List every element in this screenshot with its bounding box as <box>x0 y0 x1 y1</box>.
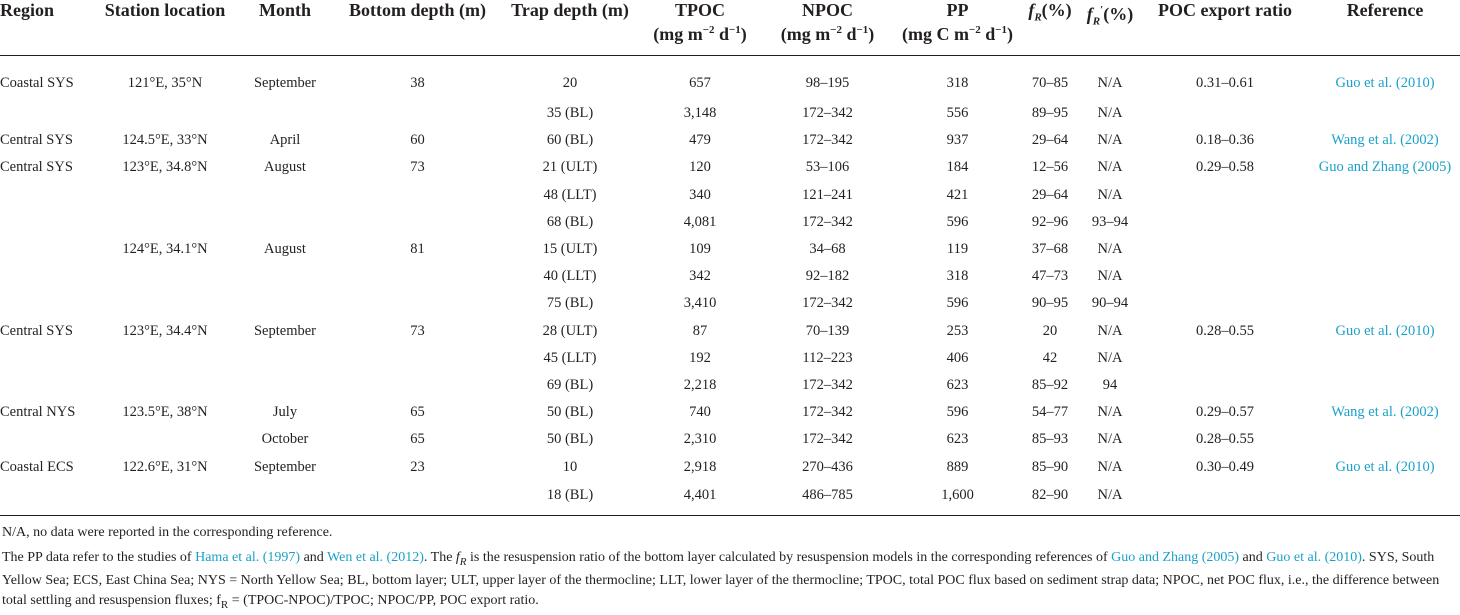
cell-npoc: 172–342 <box>802 431 853 448</box>
cell-npoc: 70–139 <box>805 322 850 339</box>
cell-fr-prime: N/A <box>1097 487 1123 504</box>
cell-bottom-depth: 38 <box>410 74 425 91</box>
cell-fr-prime: 93–94 <box>1091 213 1129 230</box>
cell-region: Coastal ECS <box>0 458 74 475</box>
cell-npoc: 121–241 <box>802 186 853 203</box>
cell-pp: 318 <box>946 74 969 91</box>
table-row <box>0 318 1460 345</box>
cell-station <box>95 481 235 516</box>
cell-station: 123.5°E, 38°N <box>122 404 208 421</box>
cell-export-ratio: 0.29–0.58 <box>1196 159 1254 176</box>
cell-month: September <box>253 74 316 91</box>
cell-tpoc: 87 <box>692 322 708 339</box>
cell-trap-depth: 35 (BL) <box>546 105 594 122</box>
cell-tpoc: 2,310 <box>683 431 717 448</box>
cell-reference <box>1310 100 1460 127</box>
cell-bottom-depth <box>335 481 500 516</box>
cell-npoc: 34–68 <box>809 241 846 258</box>
cell-fr-prime: N/A <box>1097 349 1123 366</box>
cell-region: Central NYS <box>0 404 76 421</box>
cell-month <box>235 209 335 236</box>
table-row <box>0 426 1460 453</box>
footnote-na: N/A, no data were reported in the corresponding reference. <box>2 524 333 540</box>
ref-link-hama[interactable]: Hama et al. (1997) <box>195 549 301 565</box>
cell-region <box>0 481 95 516</box>
cell-bottom-depth <box>335 290 500 317</box>
cell-fr-prime: 94 <box>1102 376 1118 393</box>
cell-region: Central SYS <box>0 159 73 176</box>
table-row <box>0 345 1460 372</box>
cell-fr-prime: 90–94 <box>1091 295 1129 312</box>
cell-reference[interactable]: Wang et al. (2002) <box>1331 132 1439 149</box>
cell-npoc: 172–342 <box>802 105 853 122</box>
cell-fr-prime: N/A <box>1097 74 1123 91</box>
table-row <box>0 182 1460 209</box>
cell-station: 121°E, 35°N <box>127 74 203 91</box>
cell-month <box>235 182 335 209</box>
cell-npoc: 172–342 <box>802 404 853 421</box>
cell-bottom-depth: 23 <box>410 458 425 475</box>
cell-npoc: 172–342 <box>802 295 853 312</box>
cell-tpoc: 2,218 <box>683 376 717 393</box>
cell-bottom-depth: 81 <box>410 241 425 258</box>
cell-station <box>95 426 235 453</box>
cell-trap-depth: 48 (LLT) <box>543 186 597 203</box>
cell-bottom-depth <box>335 345 500 372</box>
cell-fr: 42 <box>1042 349 1058 366</box>
cell-fr-prime: N/A <box>1097 268 1123 285</box>
cell-station: 123°E, 34.8°N <box>122 159 208 176</box>
cell-month: August <box>264 159 306 176</box>
cell-reference <box>1310 236 1460 263</box>
cell-reference <box>1310 372 1460 399</box>
cell-export-ratio <box>1140 209 1310 236</box>
cell-station <box>95 290 235 317</box>
cell-fr: 47–73 <box>1031 268 1069 285</box>
cell-region <box>0 345 95 372</box>
cell-pp: 596 <box>946 213 969 230</box>
cell-pp: 421 <box>946 186 969 203</box>
cell-region <box>0 426 95 453</box>
cell-station <box>95 345 235 372</box>
col-header-station: Station location <box>104 0 226 20</box>
cell-region: Central SYS <box>0 322 73 339</box>
cell-reference <box>1310 182 1460 209</box>
cell-month: October <box>261 431 309 448</box>
cell-station <box>95 182 235 209</box>
cell-bottom-depth: 73 <box>410 159 425 176</box>
col-header-trap-depth: Trap depth (m) <box>511 0 629 20</box>
table-row <box>0 209 1460 236</box>
cell-export-ratio: 0.28–0.55 <box>1196 322 1254 339</box>
cell-region <box>0 100 95 127</box>
table-row <box>0 481 1460 516</box>
cell-trap-depth: 60 (BL) <box>546 132 594 149</box>
cell-export-ratio <box>1140 372 1310 399</box>
cell-npoc: 172–342 <box>802 213 853 230</box>
cell-trap-depth: 20 <box>562 74 578 91</box>
cell-pp: 596 <box>946 404 969 421</box>
cell-tpoc: 4,401 <box>683 487 717 504</box>
cell-npoc: 98–195 <box>805 74 850 91</box>
cell-export-ratio: 0.30–0.49 <box>1196 458 1254 475</box>
header-row <box>0 0 1460 56</box>
cell-tpoc: 740 <box>689 404 711 421</box>
cell-tpoc: 3,148 <box>683 105 717 122</box>
cell-station <box>95 100 235 127</box>
cell-tpoc: 192 <box>689 349 711 366</box>
cell-npoc: 172–342 <box>802 132 853 149</box>
col-header-export-ratio: POC export ratio <box>1158 0 1292 20</box>
cell-station <box>95 209 235 236</box>
col-header-bottom-depth: Bottom depth (m) <box>349 0 486 20</box>
cell-reference <box>1310 426 1460 453</box>
cell-trap-depth: 69 (BL) <box>546 376 594 393</box>
cell-pp: 1,600 <box>941 487 974 504</box>
cell-bottom-depth: 65 <box>410 404 425 421</box>
cell-month: September <box>253 458 316 475</box>
col-header-fr: $f_R(\%)$ <box>1028 0 1072 24</box>
cell-tpoc: 2,918 <box>683 458 717 475</box>
cell-npoc: 92–182 <box>805 268 850 285</box>
cell-reference <box>1310 481 1460 516</box>
cell-export-ratio <box>1140 236 1310 263</box>
cell-reference <box>1310 209 1460 236</box>
cell-station: 124°E, 34.1°N <box>122 241 208 258</box>
cell-pp: 623 <box>946 376 969 393</box>
cell-bottom-depth <box>335 182 500 209</box>
cell-pp: 556 <box>946 105 969 122</box>
ref-link-guo[interactable]: Guo et al. (2010) <box>1266 549 1362 565</box>
cell-fr: 12–56 <box>1031 159 1069 176</box>
cell-tpoc: 109 <box>689 241 711 258</box>
cell-trap-depth: 15 (ULT) <box>542 241 598 258</box>
cell-fr: 85–92 <box>1031 376 1069 393</box>
cell-month <box>235 290 335 317</box>
cell-bottom-depth <box>335 372 500 399</box>
ref-link-guo-zhang[interactable]: Guo and Zhang (2005) <box>1111 549 1240 565</box>
cell-reference[interactable]: Wang et al. (2002) <box>1331 404 1439 421</box>
cell-tpoc: 120 <box>689 159 711 176</box>
cell-reference <box>1310 290 1460 317</box>
cell-fr: 90–95 <box>1031 295 1069 312</box>
cell-fr: 70–85 <box>1031 74 1069 91</box>
cell-region <box>0 209 95 236</box>
cell-export-ratio <box>1140 290 1310 317</box>
cell-fr-prime: N/A <box>1097 241 1123 258</box>
cell-fr: 20 <box>1042 322 1058 339</box>
cell-month <box>235 481 335 516</box>
col-header-fr-prime: $f_R'(\%)$ <box>1086 4 1134 28</box>
cell-trap-depth: 18 (BL) <box>546 487 594 504</box>
cell-reference[interactable]: Guo et al. (2010) <box>1335 74 1435 91</box>
cell-fr-prime: N/A <box>1097 159 1123 176</box>
table-row <box>0 453 1460 480</box>
cell-month: September <box>253 322 316 339</box>
cell-bottom-depth <box>335 209 500 236</box>
cell-month <box>235 345 335 372</box>
cell-fr-prime: N/A <box>1097 458 1123 475</box>
cell-trap-depth: 50 (BL) <box>546 431 594 448</box>
cell-reference <box>1310 263 1460 290</box>
table-row <box>0 399 1460 426</box>
cell-station: 122.6°E, 31°N <box>122 458 208 475</box>
cell-pp: 119 <box>946 241 969 258</box>
cell-fr: 29–64 <box>1031 132 1069 149</box>
cell-fr-prime: N/A <box>1097 186 1123 203</box>
cell-region <box>0 372 95 399</box>
cell-month <box>235 100 335 127</box>
col-header-pp: PP (mg C $m^{-2}$ $d^{-1}$) <box>901 0 1014 44</box>
cell-export-ratio: 0.18–0.36 <box>1196 132 1254 149</box>
cell-fr: 89–95 <box>1031 105 1069 122</box>
cell-tpoc: 4,081 <box>683 213 717 230</box>
cell-npoc: 53–106 <box>805 159 850 176</box>
cell-tpoc: 340 <box>689 186 711 203</box>
table-row <box>0 56 1460 101</box>
cell-fr: 29–64 <box>1031 186 1069 203</box>
cell-pp: 253 <box>946 322 969 339</box>
cell-fr-prime: N/A <box>1097 105 1123 122</box>
cell-export-ratio <box>1140 481 1310 516</box>
cell-pp: 623 <box>946 431 969 448</box>
cell-month: April <box>269 132 301 149</box>
cell-region: Central SYS <box>0 132 73 149</box>
cell-fr-prime: N/A <box>1097 322 1123 339</box>
cell-export-ratio <box>1140 100 1310 127</box>
cell-reference <box>1310 345 1460 372</box>
cell-pp: 596 <box>946 295 969 312</box>
cell-fr: 92–96 <box>1031 213 1069 230</box>
cell-trap-depth: 68 (BL) <box>546 213 594 230</box>
cell-month <box>235 372 335 399</box>
cell-fr: 54–77 <box>1031 404 1069 421</box>
cell-trap-depth: 21 (ULT) <box>542 159 598 176</box>
cell-reference[interactable]: Guo et al. (2010) <box>1335 458 1435 475</box>
table-row <box>0 127 1460 154</box>
cell-pp: 937 <box>946 132 969 149</box>
footnote-definitions: The PP data refer to the studies of Hama et al. (1997) and Wen et al. (2012). The $f_R$ is the resuspension ratio of the bottom layer calculated by resuspension models in the corresponding references of Guo and Zhang (2005) and Guo et al. (2010). SYS, South Yellow Sea; ECS, East China Sea; NYS = North Yellow Sea; BL, bottom layer; ULT, upper layer of the thermocline; LLT, lower layer of the thermocline; TPOC, total POC flux based on sediment strap data; NPOC, net POC flux, i.e., the difference between total settling and resuspension fluxes; $f_R$ = (TPOC-NPOC)/TPOC; NPOC/PP, POC export ratio. <box>2 549 1440 612</box>
table-footnotes <box>0 523 1460 615</box>
cell-fr: 85–90 <box>1031 458 1069 475</box>
cell-reference[interactable]: Guo et al. (2010) <box>1335 322 1435 339</box>
cell-trap-depth: 45 (LLT) <box>543 349 597 366</box>
cell-bottom-depth <box>335 263 500 290</box>
cell-trap-depth: 50 (BL) <box>546 404 594 421</box>
cell-station: 123°E, 34.4°N <box>122 322 208 339</box>
cell-region <box>0 236 95 263</box>
cell-fr: 82–90 <box>1031 487 1069 504</box>
table-row <box>0 263 1460 290</box>
cell-pp: 184 <box>946 159 969 176</box>
cell-trap-depth: 40 (LLT) <box>543 268 597 285</box>
cell-bottom-depth: 65 <box>410 431 425 448</box>
cell-pp: 406 <box>946 349 969 366</box>
table-row <box>0 372 1460 399</box>
cell-npoc: 270–436 <box>802 458 853 475</box>
cell-fr-prime: N/A <box>1097 404 1123 421</box>
cell-bottom-depth: 73 <box>410 322 425 339</box>
cell-trap-depth: 28 (ULT) <box>542 322 598 339</box>
col-header-region: Region <box>0 0 54 20</box>
cell-export-ratio <box>1140 182 1310 209</box>
cell-tpoc: 342 <box>689 268 711 285</box>
cell-tpoc: 479 <box>689 132 711 149</box>
cell-region <box>0 290 95 317</box>
cell-fr: 37–68 <box>1031 241 1069 258</box>
table-row <box>0 100 1460 127</box>
cell-export-ratio: 0.28–0.55 <box>1196 431 1254 448</box>
cell-fr: 85–93 <box>1031 431 1069 448</box>
cell-pp: 889 <box>946 458 969 475</box>
cell-fr-prime: N/A <box>1097 132 1123 149</box>
cell-npoc: 486–785 <box>802 487 853 504</box>
cell-station <box>95 372 235 399</box>
cell-month: August <box>264 241 306 258</box>
col-header-month: Month <box>258 0 311 20</box>
cell-tpoc: 657 <box>689 74 711 91</box>
col-header-reference: Reference <box>1346 0 1424 20</box>
cell-reference[interactable]: Guo and Zhang (2005) <box>1318 159 1452 176</box>
table-row <box>0 290 1460 317</box>
col-header-tpoc: TPOC (mg $m^{-2}$ $d^{-1}$) <box>653 0 747 44</box>
cell-export-ratio: 0.29–0.57 <box>1196 404 1254 421</box>
cell-bottom-depth: 60 <box>410 132 425 149</box>
cell-export-ratio: 0.31–0.61 <box>1196 74 1254 91</box>
cell-month: July <box>272 404 298 421</box>
cell-station: 124.5°E, 33°N <box>122 132 208 149</box>
table-row <box>0 154 1460 181</box>
cell-month <box>235 263 335 290</box>
cell-region: Coastal SYS <box>0 74 74 91</box>
cell-station <box>95 263 235 290</box>
cell-export-ratio <box>1140 263 1310 290</box>
cell-export-ratio <box>1140 345 1310 372</box>
cell-trap-depth: 10 <box>562 458 578 475</box>
cell-bottom-depth <box>335 100 500 127</box>
col-header-npoc: NPOC (mg $m^{-2}$ $d^{-1}$) <box>780 0 875 44</box>
cell-tpoc: 3,410 <box>683 295 717 312</box>
table-row <box>0 236 1460 263</box>
cell-npoc: 172–342 <box>802 376 853 393</box>
cell-fr-prime: N/A <box>1097 431 1123 448</box>
ref-link-wen[interactable]: Wen et al. (2012) <box>327 549 424 565</box>
cell-region <box>0 263 95 290</box>
cell-region <box>0 182 95 209</box>
cell-npoc: 112–223 <box>802 349 853 366</box>
cell-pp: 318 <box>946 268 969 285</box>
cell-trap-depth: 75 (BL) <box>546 295 594 312</box>
